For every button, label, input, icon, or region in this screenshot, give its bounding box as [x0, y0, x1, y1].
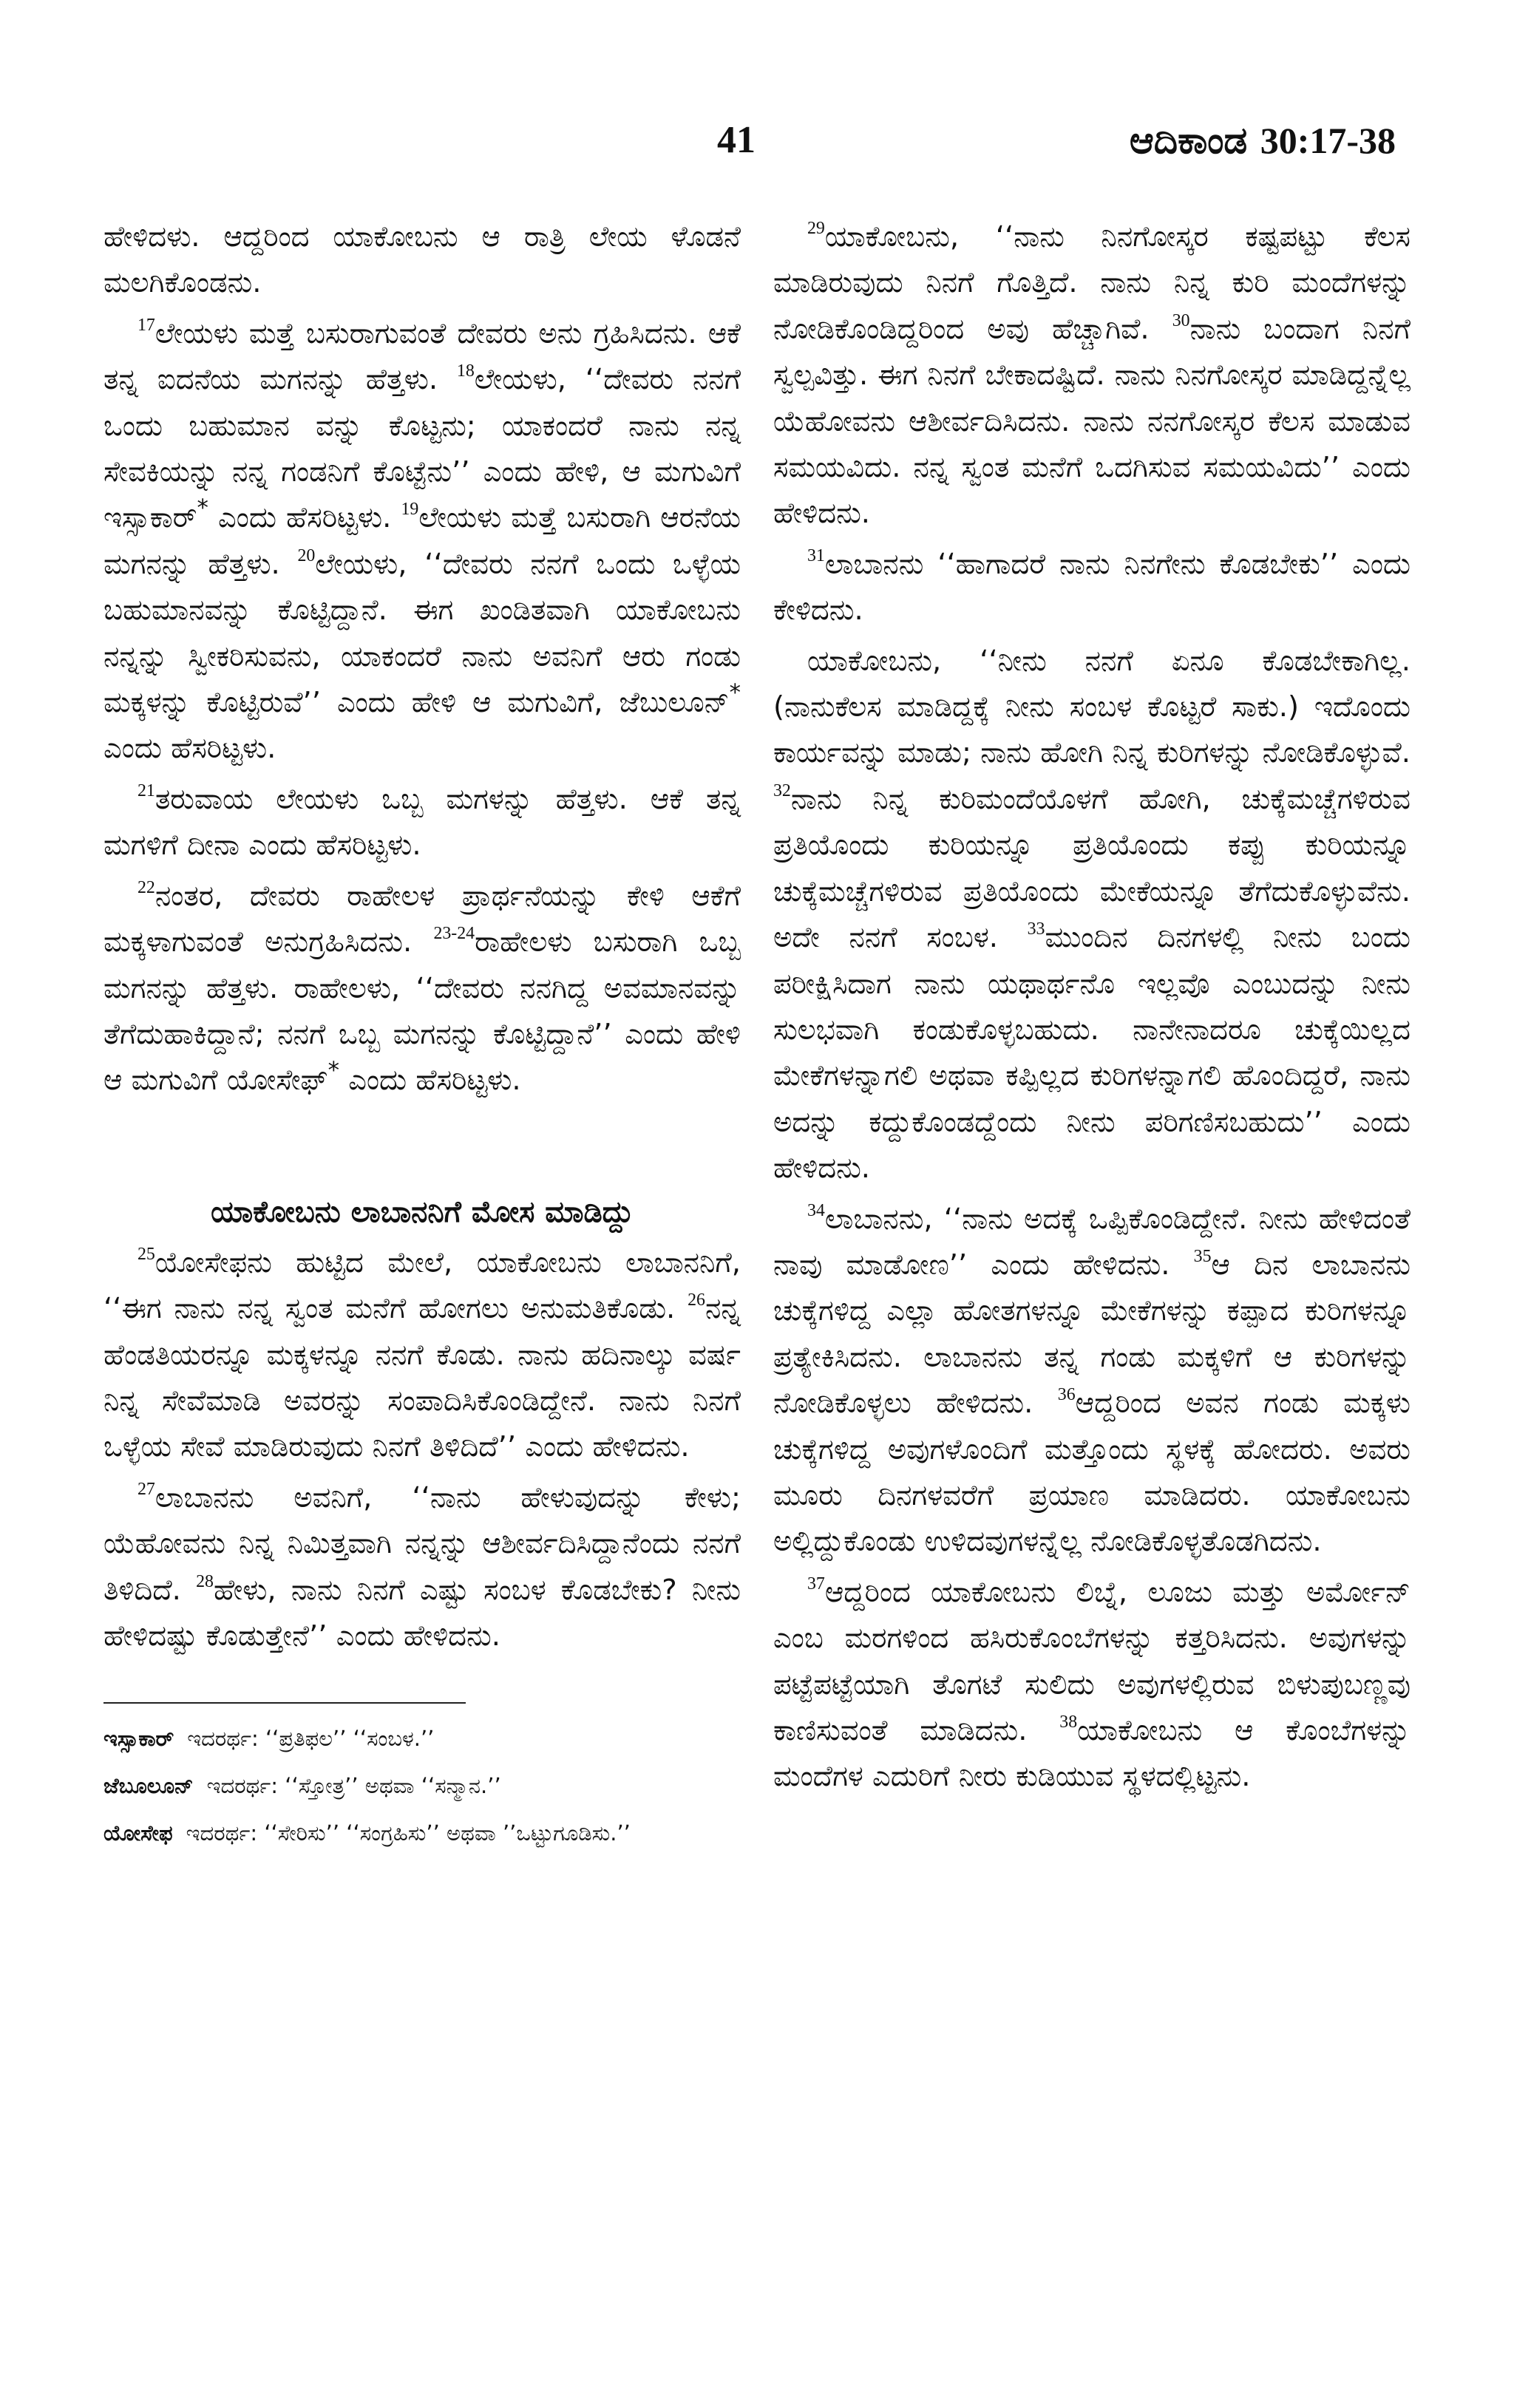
paragraph	[773, 542, 1411, 634]
verse-number: 30	[1172, 310, 1190, 330]
paragraph	[103, 214, 741, 307]
footnote-text: ಇದರರ್ಥ: ‘‘ಪ್ರತಿಫಲ’’ ‘‘ಸಂಬಳ.’’	[187, 1726, 435, 1752]
verse-text: ಎಂದು ಹೆಸರಿಟ್ಟಳು.	[103, 732, 276, 766]
paragraph	[773, 639, 1411, 1192]
right-column	[773, 214, 1411, 1805]
footnote-star: *	[327, 1057, 339, 1084]
verse-text: ಯಾಕೋಬನು ಆ ಕೊಂಬೆಗಳನ್ನು ಮಂದೆಗಳ ಎದುರಿಗೆ ನೀರು ಕುಡಿಯುವ ಸ್ಥಳದಲ್ಲಿಟ್ಟನು.	[773, 1714, 1411, 1794]
verse-number: 23-24	[433, 923, 475, 943]
verse-text: ಮುಂದಿನ ದಿನಗಳಲ್ಲಿ ನೀನು ಬಂದು ಪರೀಕ್ಷಿಸಿದಾಗ ನಾನು ಯಥಾರ್ಥನೊ ಇಲ್ಲವೊ ಎಂಬುದನ್ನು ನೀನು ಸುಲಭವಾಗಿ ಕಂಡುಕೊಳ್ಳಬಹುದು. ನಾನೇನಾದರೂ ಚುಕ್ಕೆಯಿಲ್ಲದ ಮೇಕೆಗಳನ್ನಾಗಲಿ ಅಥವಾ ಕಪ್ಪಿಲ್ಲದ ಕುರಿಗಳನ್ನಾಗಲಿ ಹೊಂದಿದ್ದರೆ, ನಾನು ಅದನ್ನು ಕದ್ದುಕೊಂಡದ್ದೆಂದು ನೀನು ಪರಿಗಣಿಸಬಹುದು’’ ಎಂದು ಹೇಳಿದನು.	[773, 921, 1411, 1186]
verse-number: 36	[1057, 1384, 1076, 1404]
verse-text: ಲೇಯಳು, ‘‘ದೇವರು ನನಗೆ ಒಂದು ಒಳ್ಳೆಯ ಬಹುಮಾನವನ್ನು ಕೊಟ್ಟಿದ್ದಾನೆ. ಈಗ ಖಂಡಿತವಾಗಿ ಯಾಕೋಬನು ನನ್ನನ್ನು ಸ್ವೀಕರಿಸುವನು, ಯಾಕಂದರೆ ನಾನು ಅವನಿಗೆ ಆರು ಗಂಡು ಮಕ್ಕಳನ್ನು ಕೊಟ್ಟಿರುವೆ’’ ಎಂದು ಹೇಳಿ ಆ ಮಗುವಿಗೆ, ಜೆಬುಲೂನ್	[103, 547, 741, 720]
verse-number: 29	[807, 218, 825, 238]
footnote-term: ಯೋಸೇಫ	[103, 1820, 173, 1846]
verse-text: ಆದ್ದರಿಂದ ಅವನ ಗಂಡು ಮಕ್ಕಳು ಚುಕ್ಕೆಗಳಿದ್ದ ಅವುಗಳೊಂದಿಗೆ ಮತ್ತೊಂದು ಸ್ಥಳಕ್ಕೆ ಹೋದರು. ಅವರು ಮೂರು ದಿನಗಳವರೆಗೆ ಪ್ರಯಾಣ ಮಾಡಿದರು. ಯಾಕೋಬನು ಅಲ್ಲಿದ್ದುಕೊಂಡು ಉಳಿದವುಗಳನ್ನೆಲ್ಲ ನೋಡಿಕೊಳ್ಳತೊಡಗಿದನು.	[773, 1387, 1411, 1559]
verse-text: ಯೋಸೇಫನು ಹುಟ್ಟಿದ ಮೇಲೆ, ಯಾಕೋಬನು ಲಾಬಾನನಿಗೆ, ‘‘ಈಗ ನಾನು ನನ್ನ ಸ್ವಂತ ಮನೆಗೆ ಹೋಗಲು ಅನುಮತಿಕೊಡು.	[103, 1245, 741, 1326]
footnote	[103, 1720, 741, 1757]
paragraph	[103, 311, 741, 772]
chapter-verse-reference: 30:17-38	[1260, 120, 1396, 161]
section-heading: ಯಾಕೋಬನು ಲಾಬಾನನಿಗೆ ಮೋಸ ಮಾಡಿದ್ದು	[211, 1194, 634, 1229]
verse-number: 27	[138, 1479, 155, 1499]
paragraph	[103, 1475, 741, 1660]
verse-number: 20	[297, 545, 316, 565]
footnote-text: ಇದರರ್ಥ: ‘‘ಸೇರಿಸು’’ ‘‘ಸಂಗ್ರಹಿಸು’’ ಅಥವಾ ’’ಒಟ್ಟುಗೂಡಿಸು.’’	[186, 1820, 631, 1846]
verse-text: ಲಾಬಾನನು ಅವನಿಗೆ, ‘‘ನಾನು ಹೇಳುವುದನ್ನು ಕೇಳು; ಯೆಹೋವನು ನಿನ್ನ ನಿಮಿತ್ತವಾಗಿ ನನ್ನನ್ನು ಆಶೀರ್ವದಿಸಿದ್ದಾನೆಂದು ನನಗೆ ತಿಳಿದಿದೆ.	[103, 1480, 741, 1607]
running-header	[1130, 118, 1396, 163]
verse-text: ಲಾಬಾನನು ‘‘ಹಾಗಾದರೆ ನಾನು ನಿನಗೇನು ಕೊಡಬೇಕು’’ ಎಂದು ಕೇಳಿದನು.	[773, 547, 1411, 627]
paragraph	[103, 874, 741, 1104]
left-column	[103, 214, 741, 1862]
verse-text: ಹೇಳಿದಳು. ಆದ್ದರಿಂದ ಯಾಕೋಬನು ಆ ರಾತ್ರಿ ಲೇಯ ಳೊಡನೆ ಮಲಗಿಕೊಂಡನು.	[103, 220, 741, 300]
verse-text: ರಾಹೇಲಳು ಬಸುರಾಗಿ ಒಬ್ಬ ಮಗನನ್ನು ಹೆತ್ತಳು. ರಾಹೇಲಳು, ‘‘ದೇವರು ನನಗಿದ್ದ ಅವಮಾನವನ್ನು ತೆಗೆದುಹಾಕಿದ್ದಾನೆ; ನನಗೆ ಒಬ್ಬ ಮಗನನ್ನು ಕೊಟ್ಟಿದ್ದಾನೆ’’ ಎಂದು ಹೇಳಿ ಆ ಮಗುವಿಗೆ ಯೋಸೇಫ್	[103, 925, 741, 1098]
verse-text: ನಾನು ನಿನ್ನ ಕುರಿಮಂದೆಯೊಳಗೆ ಹೋಗಿ, ಚುಕ್ಕೆಮಚ್ಚೆಗಳಿರುವ ಪ್ರತಿಯೊಂದು ಕುರಿಯನ್ನೂ ಪ್ರತಿಯೊಂದು ಕಪ್ಪು ಕುರಿಯನ್ನೂ ಚುಕ್ಕೆಮಚ್ಚೆಗಳಿರುವ ಪ್ರತಿಯೊಂದು ಮೇಕೆಯನ್ನೂ ತೆಗೆದುಕೊಳ್ಳುವೆನು. ಅದೇ ನನಗೆ ಸಂಬಳ.	[773, 782, 1411, 955]
verse-number: 37	[807, 1574, 825, 1594]
footnote-rule	[103, 1702, 466, 1704]
footnote-star: *	[197, 495, 208, 523]
verse-text: ನನ್ನ ಹೆಂಡತಿಯರನ್ನೂ ಮಕ್ಕಳನ್ನೂ ನನಗೆ ಕೊಡು. ನಾನು ಹದಿನಾಲ್ಕು ವರ್ಷ ನಿನ್ನ ಸೇವೆಮಾಡಿ ಅವರನ್ನು ಸಂಪಾದಿಸಿಕೊಂಡಿದ್ದೇನೆ. ನಾನು ನಿನಗೆ ಒಳ್ಳೆಯ ಸೇವೆ ಮಾಡಿರುವುದು ನಿನಗೆ ತಿಳಿದಿದೆ’’ ಎಂದು ಹೇಳಿದನು.	[103, 1292, 741, 1464]
paragraph	[773, 1570, 1411, 1800]
verse-text: ಆ ದಿನ ಲಾಬಾನನು ಚುಕ್ಕೆಗಳಿದ್ದ ಎಲ್ಲಾ ಹೋತಗಳನ್ನೂ ಮೇಕೆಗಳನ್ನು ಕಪ್ಪಾದ ಕುರಿಗಳನ್ನೂ ಪ್ರತ್ಯೇಕಿಸಿದನು. ಲಾಬಾನನು ತನ್ನ ಗಂಡು ಮಕ್ಕಳಿಗೆ ಆ ಕುರಿಗಳನ್ನು ನೋಡಿಕೊಳ್ಳಲು ಹೇಳಿದನು.	[773, 1248, 1411, 1421]
footnote	[103, 1814, 741, 1851]
verse-number: 19	[401, 500, 419, 520]
verse-number: 38	[1059, 1712, 1078, 1732]
verse-text: ಎಂದು ಹೆಸರಿಟ್ಟಳು.	[208, 501, 392, 535]
paragraph	[103, 777, 741, 869]
page-number: 41	[717, 119, 756, 161]
verse-number: 17	[138, 315, 155, 335]
footnote-text: ಇದರರ್ಥ: ‘‘ಸ್ತೋತ್ರ’’ ಅಥವಾ ‘‘ಸನ್ಮಾನ.’’	[206, 1773, 501, 1799]
verse-number: 18	[456, 361, 475, 381]
verse-text: ಲೇಯಳು ಮತ್ತೆ ಬಸುರಾಗುವಂತೆ ದೇವರು ಅನು ಗ್ರಹಿಸಿದನು. ಆಕೆ ತನ್ನ ಐದನೆಯ ಮಗನನ್ನು ಹೆತ್ತಳು.	[103, 316, 741, 397]
footnote	[103, 1767, 741, 1804]
verse-text: ಯಾಕೋಬನು, ‘‘ನಾನು ನಿನಗೋಸ್ಕರ ಕಷ್ಟಪಟ್ಟು ಕೆಲಸ ಮಾಡಿರುವುದು ನಿನಗೆ ಗೊತ್ತಿದೆ. ನಾನು ನಿನ್ನ ಕುರಿ ಮಂದೆಗಳನ್ನು ನೋಡಿಕೊಂಡಿದ್ದರಿಂದ ಅವು ಹೆಚ್ಚಾಗಿವೆ.	[773, 220, 1411, 346]
verse-number: 25	[138, 1244, 155, 1264]
verse-text: ಯಾಕೋಬನು, ‘‘ನೀನು ನನಗೆ ಏನೂ ಕೊಡಬೇಕಾಗಿಲ್ಲ. (ನಾನುಕೆಲಸ ಮಾಡಿದ್ದಕ್ಕೆ ನೀನು ಸಂಬಳ ಕೊಟ್ಟರೆ ಸಾಕು.) ಇದೊಂದು ಕಾರ್ಯವನ್ನು ಮಾಡು; ನಾನು ಹೋಗಿ ನಿನ್ನ ಕುರಿಗಳನ್ನು ನೋಡಿಕೊಳ್ಳುವೆ.	[773, 644, 1411, 770]
verse-text: ಲೇಯಳು ಮತ್ತೆ ಬಸುರಾಗಿ ಆರನೆಯ ಮಗನನ್ನು ಹೆತ್ತಳು.	[103, 501, 741, 581]
verse-text: ಲೇಯಳು, ‘‘ದೇವರು ನನಗೆ ಒಂದು ಬಹುಮಾನ ವನ್ನು ಕೊಟ್ಟನು; ಯಾಕಂದರೆ ನಾನು ನನ್ನ ಸೇವಕಿಯನ್ನು ನನ್ನ ಗಂಡನಿಗೆ ಕೊಟ್ಟೆನು’’ ಎಂದು ಹೇಳಿ, ಆ ಮಗುವಿಗೆ ಇಸ್ಸಾಕಾರ್	[103, 363, 741, 535]
verse-number: 26	[688, 1290, 705, 1310]
paragraph	[773, 1197, 1411, 1565]
paragraph	[773, 214, 1411, 537]
verse-text: ಆದ್ದರಿಂದ ಯಾಕೋಬನು ಲಿಬ್ನೆ, ಲೂಜು ಮತ್ತು ಅರ್ಮೋನ್ ಎಂಬ ಮರಗಳಿಂದ ಹಸಿರುಕೊಂಬೆಗಳನ್ನು ಕತ್ತರಿಸಿದನು. ಅವುಗಳನ್ನು ಪಟ್ಟೆಪಟ್ಟೆಯಾಗಿ ತೊಗಟೆ ಸುಲಿದು ಅವುಗಳಲ್ಲಿರುವ ಬಿಳುಪುಬಣ್ಣವು ಕಾಣಿಸುವಂತೆ ಮಾಡಿದನು.	[773, 1575, 1411, 1747]
verse-text: ತರುವಾಯ ಲೇಯಳು ಒಬ್ಬ ಮಗಳನ್ನು ಹೆತ್ತಳು. ಆಕೆ ತನ್ನ ಮಗಳಿಗೆ ದೀನಾ ಎಂದು ಹೆಸರಿಟ್ಟಳು.	[103, 782, 741, 863]
footnote-term: ಜೆಬೂಲೂನ್	[103, 1773, 194, 1799]
book-title: ಆದಿಕಾಂಡ	[1129, 119, 1248, 162]
footnote-star: *	[729, 679, 741, 707]
verse-text: ಹೇಳು, ನಾನು ನಿನಗೆ ಎಷ್ಟು ಸಂಬಳ ಕೊಡಬೇಕು? ನೀನು ಹೇಳಿದಷ್ಟು ಕೊಡುತ್ತೇನೆ’’ ಎಂದು ಹೇಳಿದನು.	[103, 1573, 741, 1653]
footnote-term: ಇಸ್ಸಾಕಾರ್	[103, 1726, 174, 1752]
verse-number: 34	[807, 1200, 825, 1220]
verse-number: 35	[1193, 1246, 1212, 1266]
verse-text: ನಾನು ಬಂದಾಗ ನಿನಗೆ ಸ್ವಲ್ಪವಿತ್ತು. ಈಗ ನಿನಗೆ ಬೇಕಾದಷ್ಟಿದೆ. ನಾನು ನಿನಗೋಸ್ಕರ ಮಾಡಿದ್ದನ್ನೆಲ್ಲ ಯೆಹೋವನು ಆಶೀರ್ವದಿಸಿದನು. ನಾನು ನನಗೋಸ್ಕರ ಕೆಲಸ ಮಾಡುವ ಸಮಯವಿದು. ನನ್ನ ಸ್ವಂತ ಮನೆಗೆ ಒದಗಿಸುವ ಸಮಯವಿದು’’ ಎಂದು ಹೇಳಿದನು.	[773, 312, 1411, 531]
verse-number: 32	[773, 780, 791, 800]
verse-number: 33	[1027, 919, 1045, 939]
paragraph	[103, 1240, 741, 1471]
verse-number: 31	[807, 545, 825, 565]
verse-number: 21	[138, 780, 155, 800]
verse-text: ನಂತರ, ದೇವರು ರಾಹೇಲಳ ಪ್ರಾರ್ಥನೆಯನ್ನು ಕೇಳಿ ಆಕೆಗೆ ಮಕ್ಕಳಾಗುವಂತೆ ಅನುಗ್ರಹಿಸಿದನು.	[103, 879, 741, 959]
verse-number: 28	[196, 1571, 214, 1591]
verse-number: 22	[138, 877, 155, 897]
verse-text: ಲಾಬಾನನು, ‘‘ನಾನು ಅದಕ್ಕೆ ಒಪ್ಪಿಕೊಂಡಿದ್ದೇನೆ. ನೀನು ಹೇಳಿದಂತೆ ನಾವು ಮಾಡೋಣ’’ ಎಂದು ಹೇಳಿದನು.	[773, 1202, 1411, 1282]
verse-text: ಎಂದು ಹೆಸರಿಟ್ಟಳು.	[339, 1064, 521, 1098]
